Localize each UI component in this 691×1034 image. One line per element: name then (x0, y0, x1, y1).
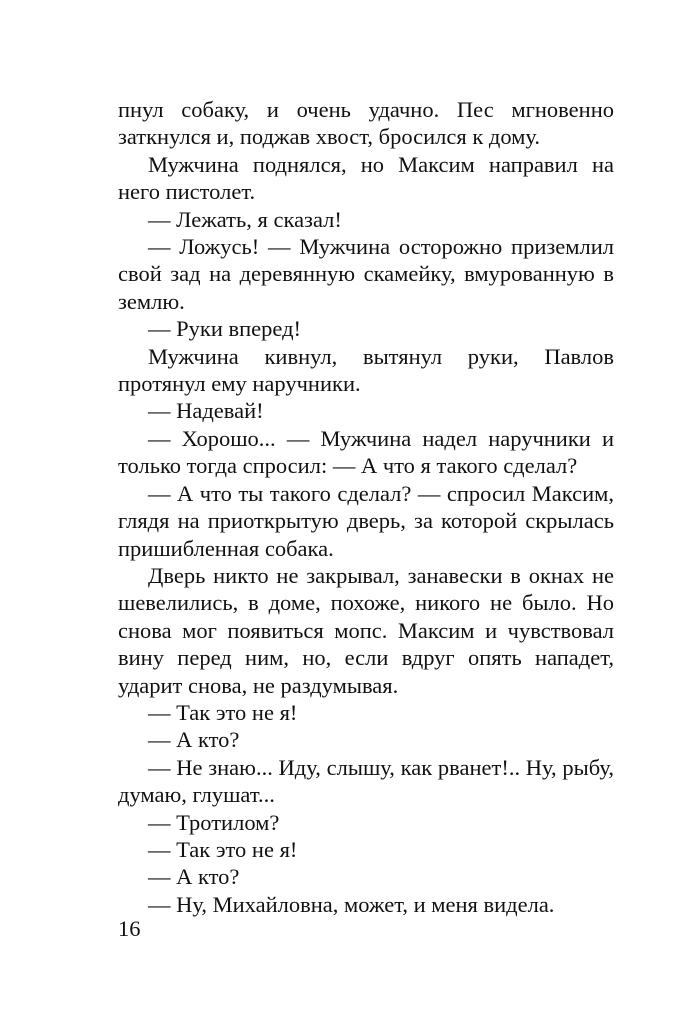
paragraph-17: — Ну, Михайловна, может, и меня видела. (148, 891, 555, 917)
paragraph-11: — Так это не я! (148, 699, 298, 725)
paragraph-4: — Ложусь! — Мужчина осторожно приземлил свой зад на деревянную скамейку, вмурованную в землю. (118, 234, 614, 314)
paragraph-1: пнул собаку, и очень удачно. Пес мгновенно заткнулся и, поджав хвост, бросился к дому. (118, 97, 614, 150)
paragraph-8: — Хорошо... — Мужчина надел наручники и только тогда спросил: — А что я такого сделал? (118, 425, 614, 479)
paragraph-2: Мужчина поднялся, но Максим направил на него пистолет. (118, 151, 614, 205)
page-number: 16 (118, 916, 141, 941)
paragraph-5: — Руки вперед! (148, 316, 302, 342)
paragraph-9: — А что ты такого сделал? — спросил Максим, глядя на приоткрытую дверь, за которой скрылась пришибленная собака. (118, 480, 614, 561)
paragraph-16: — А кто? (148, 864, 240, 890)
paragraph-3: — Лежать, я сказал! (148, 206, 342, 232)
paragraph-12: — А кто? (148, 727, 240, 753)
paragraph-14: — Тротилом? (148, 809, 280, 835)
paragraph-15: — Так это не я! (148, 836, 298, 862)
paragraph-6: Мужчина кивнул, вытянул руки, Павлов протянул ему наручники. (118, 343, 614, 397)
paragraph-13: — Не знаю... Иду, слышу, как рванет!.. Ну, рыбу, думаю, глушат... (118, 754, 614, 808)
paragraph-10: Дверь никто не закрывал, занавески в окнах не шевелились, в доме, похоже, никого не было. Но снова мог появиться мопс. Максим и чувствовал вину перед ним, но, если вдруг опять нападет, ударит снова, не раздумывая. (118, 562, 614, 698)
body-text (118, 96, 614, 918)
paragraph-7: — Надевай! (148, 398, 264, 424)
